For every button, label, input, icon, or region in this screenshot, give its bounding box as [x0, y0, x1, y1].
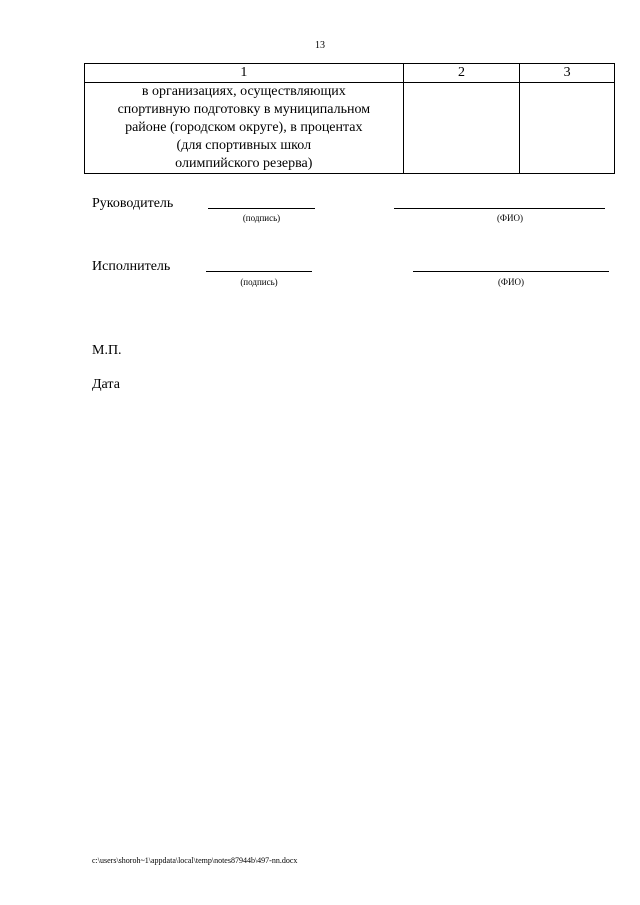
- head-name-caption: (ФИО): [496, 213, 524, 223]
- executor-name-line: [413, 271, 609, 272]
- head-signature-caption: (подпись): [242, 213, 281, 223]
- executor-signature-line: [206, 271, 312, 272]
- description-line: (для спортивных школ: [176, 138, 312, 153]
- head-label: Руководитель: [92, 196, 174, 211]
- head-signature-line: [208, 208, 315, 209]
- table-cell-description: [85, 83, 404, 174]
- description-line: олимпийского резерва): [175, 156, 313, 171]
- page-number: 13: [315, 40, 325, 51]
- table-cell-col2: [403, 83, 520, 174]
- description-line: районе (городском округе), в процентах: [125, 120, 363, 135]
- table-header-row: [85, 64, 615, 83]
- table-row: [85, 83, 615, 174]
- table-cell-col3: [520, 83, 615, 174]
- stamp-label: М.П.: [92, 343, 122, 358]
- executor-name-caption: (ФИО): [497, 277, 525, 287]
- table-header-cell-2: 2: [403, 64, 520, 83]
- executor-label: Исполнитель: [92, 259, 171, 274]
- date-label: Дата: [92, 377, 120, 392]
- description-line: спортивную подготовку в муниципальном: [117, 102, 371, 117]
- description-line: в организациях, осуществляющих: [141, 84, 346, 99]
- form-table: [84, 63, 615, 174]
- file-path-footer: c:\users\shoroh~1\appdata\local\temp\notes87944b\497-nn.docx: [92, 856, 298, 865]
- table-header-cell-3: 3: [520, 64, 615, 83]
- table-header-cell-1: 1: [85, 64, 404, 83]
- executor-signature-caption: (подпись): [240, 277, 278, 287]
- head-name-line: [394, 208, 605, 209]
